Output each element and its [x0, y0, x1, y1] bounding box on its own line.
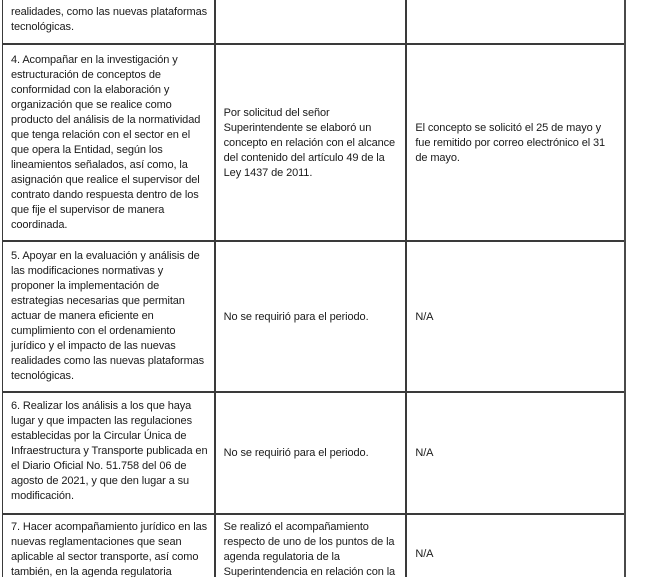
cell-activity	[216, 393, 408, 513]
table-row	[3, 0, 624, 45]
cell-text: 7. Hacer acompañamiento jurídico en las nuevas reglamentaciones que sean aplicable al sector transporte, así como también, en la agenda regulatoria	[11, 521, 208, 577]
cell-evidence	[407, 45, 624, 240]
table-row	[3, 393, 624, 515]
cell-text: El concepto se solicitó el 25 de mayo y fue remitido por correo electrónico el 31 de mayo.	[415, 121, 606, 164]
cell-text: No se requirió para el periodo.	[223, 447, 369, 459]
cell-text: Se realizó el acompañamiento respecto de uno de los puntos de la agenda regulatoria de la Superintendencia en relación con la	[223, 521, 396, 577]
table-row	[3, 45, 624, 242]
cell-activity	[216, 45, 408, 240]
cell-obligation	[3, 242, 216, 391]
cell-text: N/A	[415, 548, 434, 560]
table-row	[3, 242, 624, 393]
cell-activity	[216, 515, 408, 577]
obligations-table	[2, 0, 626, 577]
cell-text: realidades, como las nuevas plataformas tecnológicas.	[11, 6, 208, 33]
cell-obligation	[3, 0, 216, 43]
cell-text: 5. Apoyar en la evaluación y análisis de las modificaciones normativas y proponer la implementación de estrategias necesarias que permitan actuar de manera eficiente en cumplimiento con el ordenamiento jurídico y el impacto de las nuevas realidades como las nuevas plataformas tecnológicas.	[11, 250, 205, 382]
cell-activity	[216, 0, 408, 43]
cell-evidence	[407, 242, 624, 391]
table-row	[3, 515, 624, 577]
cell-text: Por solicitud del señor Superintendente se elaboró un concepto en relación con el alcance del contenido del artículo 49 de la Ley 1437 de 2011.	[223, 106, 396, 179]
cell-text: N/A	[415, 310, 434, 323]
cell-obligation	[3, 515, 216, 577]
cell-text: 6. Realizar los análisis a los que haya lugar y que impacten las regulaciones establecidas por la Circular Única de Infraestructura y Transporte publicada en el Diario Oficial No. 51.758 del 06 de agosto de 2021, y que den lugar a su modificación.	[11, 400, 208, 502]
cell-evidence	[407, 0, 624, 43]
cell-evidence	[407, 515, 624, 577]
cell-obligation	[3, 45, 216, 240]
cell-text: 4. Acompañar en la investigación y estructuración de conceptos de conformidad con la elaboración y organización que se realice como producto del análisis de la normatividad que tenga relación con el sector en el que opera la Entidad, según los lineamientos señalados, así como, la asignación que realice el supervisor del contrato dando respuesta dentro de los que fije el supervisor de manera coordinada.	[11, 54, 201, 231]
cell-text: N/A	[415, 447, 434, 459]
cell-obligation	[3, 393, 216, 513]
cell-activity	[216, 242, 408, 391]
cell-text: No se requirió para el periodo.	[223, 310, 369, 323]
cell-evidence	[407, 393, 624, 513]
